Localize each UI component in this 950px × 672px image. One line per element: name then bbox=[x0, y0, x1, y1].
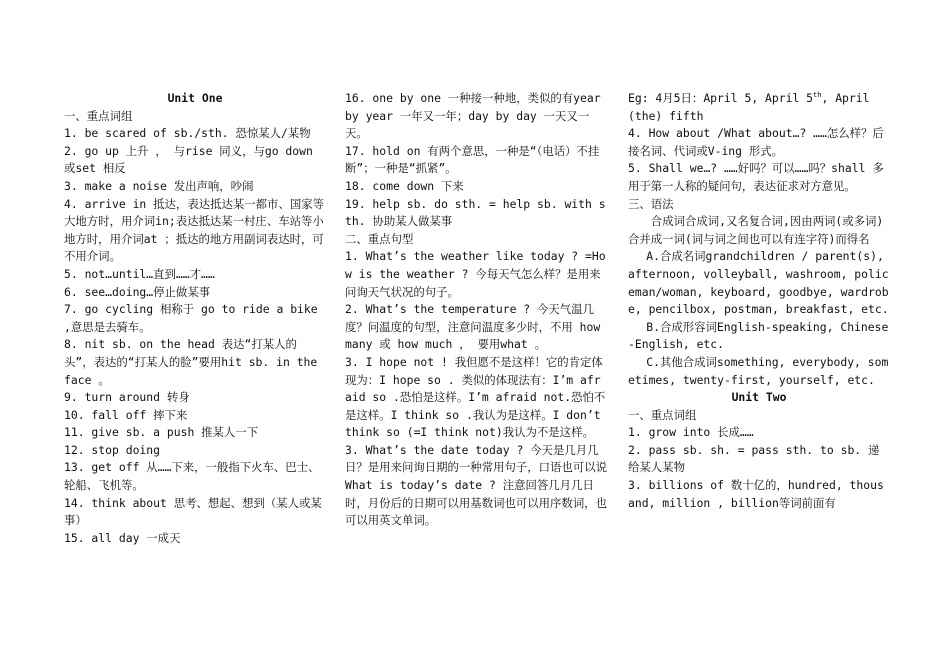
sentence-item: 3. I hope not ! 我但愿不是这样！它的肯定体现为：I hope so . 类似的体现法有：I’m afraid so .恐怕是这样。I’m afraid not.恐怕不是这样。I think so .我认为是这样。I don’t think so (=I think not)我认为不是这样。 bbox=[345, 354, 606, 440]
phrase-item: 13. get off 从……下来，一般指下火车、巴士、轮船、飞机等。 bbox=[64, 460, 320, 493]
phrase-item: 18. come down 下来 bbox=[345, 178, 464, 193]
column-two bbox=[345, 90, 607, 530]
section-key-phrases: 一、重点词组 bbox=[64, 108, 133, 123]
ordinal-superscript: th bbox=[813, 91, 822, 100]
phrase-item: 7. go cycling 相称于 go to ride a bike ,意思是去骑车。 bbox=[64, 302, 318, 334]
sentence-item: 5. Shall we…? ……好吗？可以……吗？shall 多用于第一人称的疑问句，表达征求对方意见。 bbox=[628, 161, 884, 193]
phrase-item: 8. nit sb. on the head 表达“打某人的头”，表达的“打某人的脸”要用hit sb. in the face 。 bbox=[64, 337, 318, 387]
phrase-item: 2. go up 上升 ， 与rise 同义，与go down 或set 相反 bbox=[64, 143, 313, 176]
section-key-sentences: 二、重点句型 bbox=[345, 231, 414, 246]
date-example-end: , April (the) fifth bbox=[628, 91, 870, 123]
column-three bbox=[628, 90, 890, 512]
date-example bbox=[628, 90, 890, 125]
grammar-intro: 合成词合成词,又名复合词,因由两词(或多词)合并成一词(词与词之间也可以有连字符)而得名 bbox=[628, 214, 884, 246]
phrase-item: 6. see…doing…停止做某事 bbox=[64, 284, 211, 299]
phrase-item: 10. fall off 摔下来 bbox=[64, 407, 188, 422]
phrase-item: 3. billions of 数十亿的，hundred, thousand, million , billion等词前面有 bbox=[628, 478, 884, 510]
section-grammar: 三、语法 bbox=[628, 196, 674, 211]
phrase-item: 1. grow into 长成…… bbox=[628, 425, 754, 440]
phrase-item: 14. think about 思考、想起、想到（某人或某事） bbox=[64, 495, 322, 528]
phrase-item: 11. give sb. a push 推某人一下 bbox=[64, 425, 259, 440]
grammar-compound-nouns: A.合成名词grandchildren / parent(s), afternoon, volleyball, washroom, policeman/woman, keyboard, goodbye, wardrobe, pencilbox, postman, breakfast, etc. bbox=[628, 249, 889, 317]
unit-two-heading: Unit Two bbox=[731, 390, 787, 405]
phrase-item: 3. make a noise 发出声响，吵闹 bbox=[64, 178, 254, 193]
sentence-item: 4. How about /What about…? ……怎么样？后接名词、代词或V-ing 形式。 bbox=[628, 126, 884, 158]
date-example-start: Eg: 4月5日：April 5, April 5 bbox=[628, 91, 814, 105]
sentence-item: 2. What’s the temperature ? 今天气温几度？问温度的句型，注意问温度多少时，不用 how many 或 how much ， 要用what 。 bbox=[345, 302, 601, 352]
phrase-item: 9. turn around 转身 bbox=[64, 390, 190, 405]
phrase-item: 19. help sb. do sth. = help sb. with sth. 协助某人做某事 bbox=[345, 196, 606, 229]
section-key-phrases: 一、重点词组 bbox=[628, 407, 697, 422]
phrase-item: 5. not…until…直到……才…… bbox=[64, 266, 215, 281]
phrase-item: 4. arrive in 抵达，表达抵达某一都市、国家等大地方时，用介词in;表达抵达某一村庄、车站等小地方时，用介词at ；抵达的地方用副词表达时，可不用介词。 bbox=[64, 196, 325, 264]
phrase-item: 15. all day 一成天 bbox=[64, 530, 181, 545]
phrase-item: 2. pass sb. sh. = pass sth. to sb. 递给某人某物 bbox=[628, 442, 880, 475]
phrase-item: 12. stop doing bbox=[64, 442, 161, 457]
phrase-item: 1. be scared of sb./sth. 恐惊某人/某物 bbox=[64, 126, 311, 141]
phrase-item: 17. hold on 有两个意思，一种是“（电话）不挂断”；一种是“抓紧”。 bbox=[345, 143, 600, 176]
phrase-item: 16. one by one 一种接一种地，类似的有year by year 一年又一年；day by day 一天又一天。 bbox=[345, 91, 601, 141]
grammar-other-compounds: C.其他合成词something, everybody, sometimes, twenty-first, yourself, etc. bbox=[628, 354, 889, 387]
column-one bbox=[64, 90, 326, 547]
unit-one-heading: Unit One bbox=[167, 91, 223, 105]
grammar-compound-adjectives: B.合成形容词English-speaking, Chinese-English, etc. bbox=[628, 319, 889, 352]
sentence-item: 1. What’s the weather like today ? =How is the weather ? 今每天气怎么样？是用来问询天气状况的句子。 bbox=[345, 249, 606, 299]
sentence-item: 3. What’s the date today ? 今天是几月几日？是用来问询日期的一种常用句子，口语也可以说What is today’s date ? 注意回答几月几日时，月份后的日期可以用基数词也可以用序数词，也可以用英文单词。 bbox=[345, 442, 607, 528]
